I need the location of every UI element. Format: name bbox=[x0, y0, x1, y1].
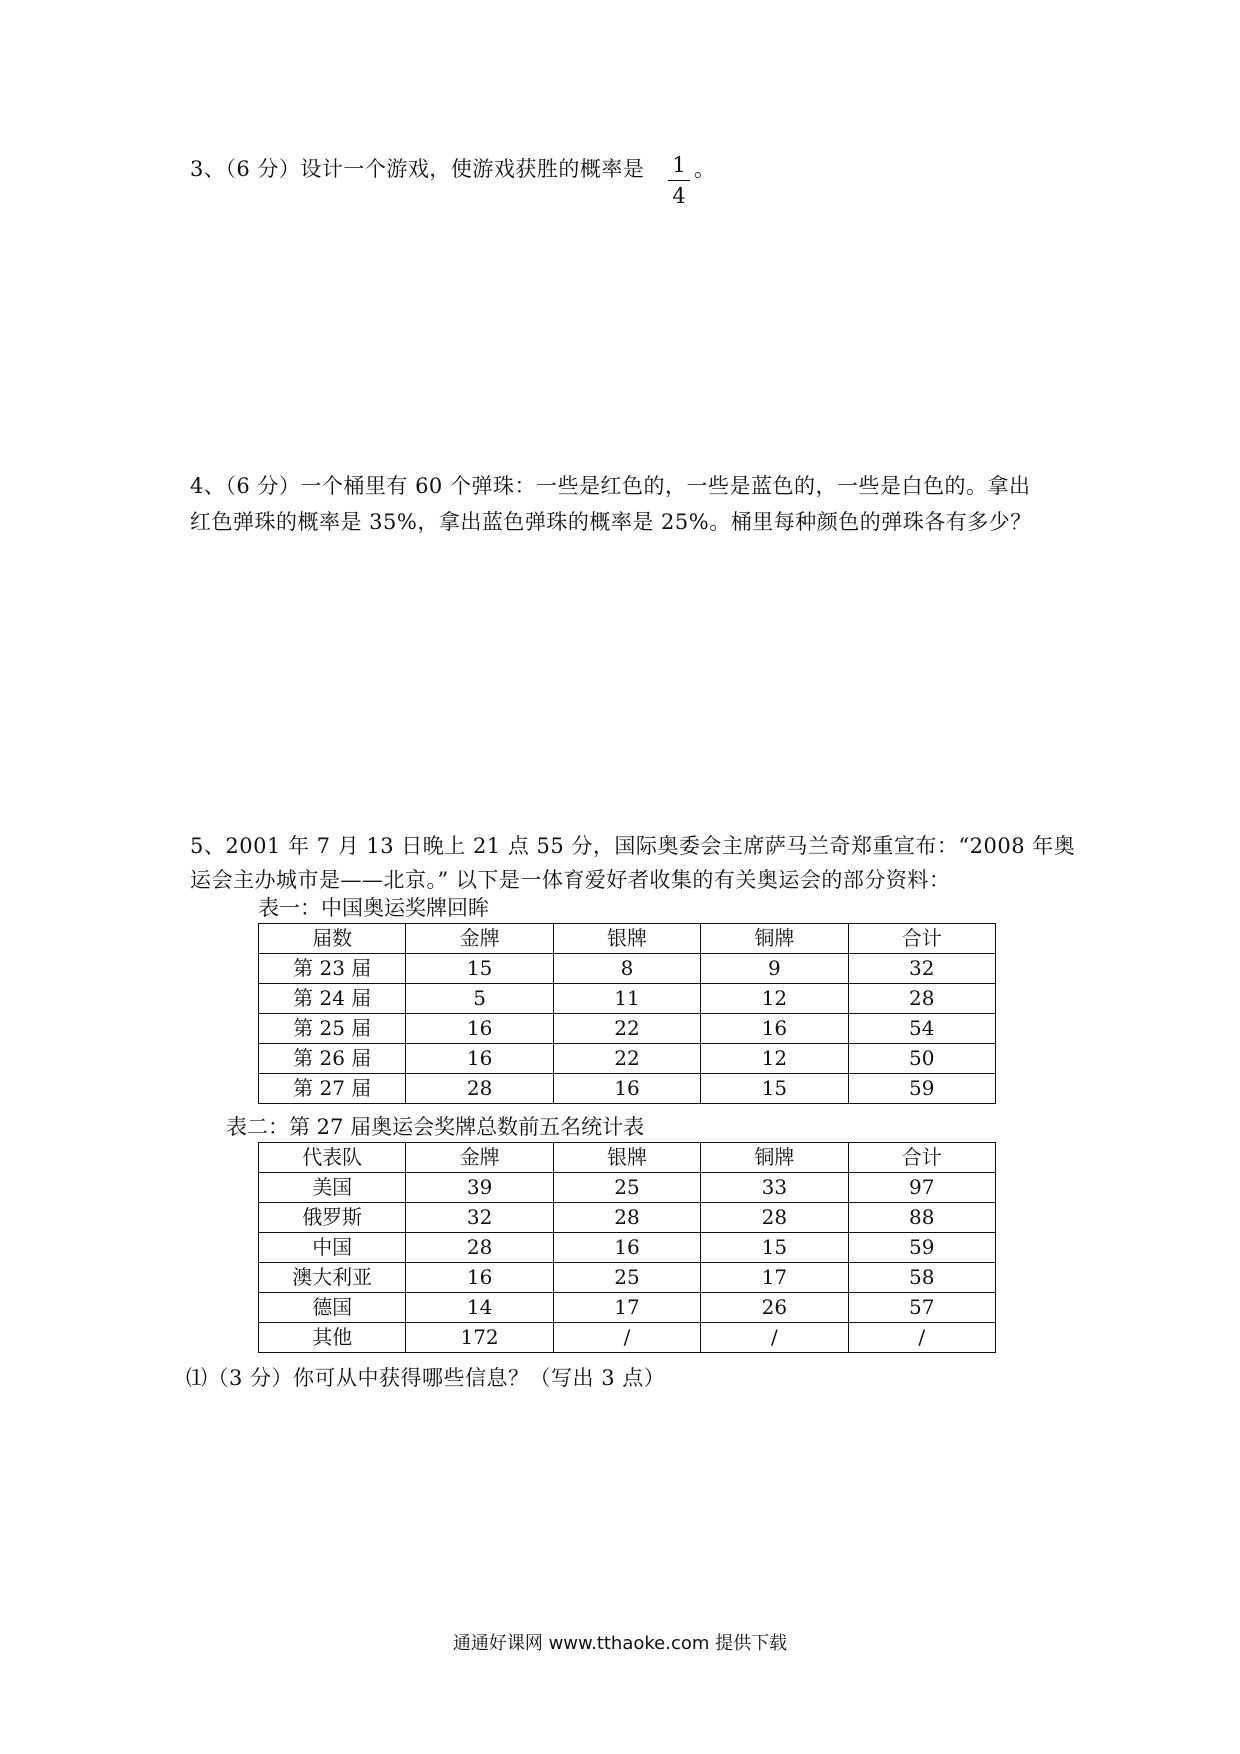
table-cell: 5 bbox=[406, 984, 553, 1014]
table-cell: 50 bbox=[848, 1044, 995, 1074]
table-cell: 57 bbox=[848, 1293, 995, 1323]
table-cell: 16 bbox=[701, 1014, 848, 1044]
table-cell: / bbox=[701, 1323, 848, 1353]
footer-source: 通通好课网 www.tthaoke.com 提供下载 bbox=[452, 1633, 788, 1654]
table-cell: 16 bbox=[553, 1074, 700, 1104]
table-cell: 16 bbox=[406, 1044, 553, 1074]
table-cell: / bbox=[848, 1323, 995, 1353]
table-header-row bbox=[259, 924, 996, 954]
table-cell: 28 bbox=[406, 1233, 553, 1263]
table-cell: 其他 bbox=[259, 1323, 406, 1353]
table-cell: 25 bbox=[553, 1173, 700, 1203]
table-cell: 12 bbox=[701, 984, 848, 1014]
table-cell: 39 bbox=[406, 1173, 553, 1203]
table-row bbox=[259, 954, 996, 984]
table-cell: 第 23 届 bbox=[259, 954, 406, 984]
fraction-denominator: 4 bbox=[672, 184, 686, 208]
table-cell: 32 bbox=[406, 1203, 553, 1233]
table-cell: 59 bbox=[848, 1233, 995, 1263]
table-2-top-five bbox=[258, 1142, 996, 1353]
table-cell: 16 bbox=[406, 1014, 553, 1044]
table-row bbox=[259, 984, 996, 1014]
table-cell: 15 bbox=[406, 954, 553, 984]
table-row bbox=[259, 1233, 996, 1263]
table-cell: 澳大利亚 bbox=[259, 1263, 406, 1293]
header-cell: 届数 bbox=[259, 924, 406, 954]
table-cell: 16 bbox=[406, 1263, 553, 1293]
table-cell: 美国 bbox=[259, 1173, 406, 1203]
header-cell: 金牌 bbox=[406, 924, 553, 954]
table-cell: 58 bbox=[848, 1263, 995, 1293]
header-cell: 金牌 bbox=[406, 1143, 553, 1173]
table-cell: 32 bbox=[848, 954, 995, 984]
table-cell: 17 bbox=[553, 1293, 700, 1323]
table-row bbox=[259, 1323, 996, 1353]
fraction-numerator: 1 bbox=[672, 153, 686, 177]
table-row bbox=[259, 1173, 996, 1203]
fraction-bar bbox=[668, 180, 690, 181]
table-cell: 25 bbox=[553, 1263, 700, 1293]
table-cell: 33 bbox=[701, 1173, 848, 1203]
table-row bbox=[259, 1263, 996, 1293]
table-cell: 第 27 届 bbox=[259, 1074, 406, 1104]
table-cell: 172 bbox=[406, 1323, 553, 1353]
question-4-line-2: 红色弹珠的概率是 35%，拿出蓝色弹珠的概率是 25%。桶里每种颜色的弹珠各有多少？ bbox=[190, 510, 1032, 534]
table-row bbox=[259, 1014, 996, 1044]
fraction-one-quarter bbox=[668, 152, 690, 209]
question-3 bbox=[190, 153, 644, 185]
question-5-line-2: 运会主办城市是——北京。” 以下是一体育爱好者收集的有关奥运会的部分资料： bbox=[190, 868, 951, 892]
table-cell: 第 24 届 bbox=[259, 984, 406, 1014]
header-cell: 银牌 bbox=[553, 1143, 700, 1173]
table-cell: 15 bbox=[701, 1233, 848, 1263]
table-cell: 14 bbox=[406, 1293, 553, 1323]
table-cell: 9 bbox=[701, 954, 848, 984]
table-header-row bbox=[259, 1143, 996, 1173]
question-3-end: 。 bbox=[694, 157, 716, 181]
table-1-medals-history bbox=[258, 923, 996, 1104]
table-cell: 中国 bbox=[259, 1233, 406, 1263]
table-cell: 16 bbox=[553, 1233, 700, 1263]
table-cell: 第 25 届 bbox=[259, 1014, 406, 1044]
table-cell: 26 bbox=[701, 1293, 848, 1323]
table-cell: 28 bbox=[701, 1203, 848, 1233]
header-cell: 铜牌 bbox=[701, 924, 848, 954]
question-4-line-1: 4、（6 分）一个桶里有 60 个弹珠：一些是红色的，一些是蓝色的，一些是白色的。拿出 bbox=[190, 474, 1031, 498]
table-1-caption: 表一：中国奥运奖牌回眸 bbox=[258, 896, 489, 920]
header-cell: 合计 bbox=[848, 1143, 995, 1173]
table-cell: 88 bbox=[848, 1203, 995, 1233]
table-row bbox=[259, 1044, 996, 1074]
table-row bbox=[259, 1203, 996, 1233]
table-cell: 俄罗斯 bbox=[259, 1203, 406, 1233]
table-cell: 54 bbox=[848, 1014, 995, 1044]
table-cell: 28 bbox=[848, 984, 995, 1014]
table-cell: 11 bbox=[553, 984, 700, 1014]
header-cell: 铜牌 bbox=[701, 1143, 848, 1173]
table-2-caption: 表二：第 27 届奥运会奖牌总数前五名统计表 bbox=[226, 1115, 645, 1139]
table-cell: 22 bbox=[553, 1014, 700, 1044]
header-cell: 银牌 bbox=[553, 924, 700, 954]
table-cell: 28 bbox=[553, 1203, 700, 1233]
question-5-line-1: 5、2001 年 7 月 13 日晚上 21 点 55 分，国际奥委会主席萨马兰奇郑重宣布：“2008 年奥 bbox=[190, 834, 1076, 858]
table-cell: 17 bbox=[701, 1263, 848, 1293]
table-cell: / bbox=[553, 1323, 700, 1353]
table-cell: 8 bbox=[553, 954, 700, 984]
table-cell: 59 bbox=[848, 1074, 995, 1104]
header-cell: 代表队 bbox=[259, 1143, 406, 1173]
table-cell: 第 26 届 bbox=[259, 1044, 406, 1074]
question-3-text: 3、（6 分）设计一个游戏，使游戏获胜的概率是 bbox=[190, 157, 645, 181]
table-cell: 22 bbox=[553, 1044, 700, 1074]
table-cell: 12 bbox=[701, 1044, 848, 1074]
table-row bbox=[259, 1293, 996, 1323]
table-cell: 15 bbox=[701, 1074, 848, 1104]
header-cell: 合计 bbox=[848, 924, 995, 954]
table-cell: 97 bbox=[848, 1173, 995, 1203]
table-cell: 28 bbox=[406, 1074, 553, 1104]
table-cell: 德国 bbox=[259, 1293, 406, 1323]
table-row bbox=[259, 1074, 996, 1104]
question-5-sub-1: ⑴（3 分）你可从中获得哪些信息？（写出 3 点） bbox=[186, 1366, 666, 1390]
